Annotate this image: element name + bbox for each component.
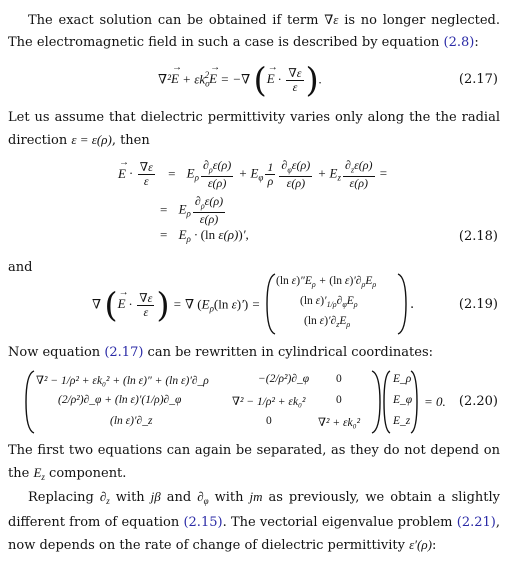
right-bracket-2-20-matrix [370,370,382,434]
paragraph-permittivity: Let us assume that dielectric permittivity varies only along the the radial direction ε = ε(ρ), then [8,110,500,148]
vector-cell-1: E_ρ [393,373,412,385]
equation-2-19-row-3: (ln $\varepsilon)'\partial_zE_\rho$ [304,315,351,329]
paragraph-separation: The first two equations can again be separated, as they do not depend on the $E_z$ component. [8,443,500,482]
equation-2-20 [0,370,508,434]
vector-cell-3: E_z [393,415,411,427]
matrix-cell-3-1: (ln ε)′∂_z [110,415,153,427]
equation-2-19-period: . [410,297,415,312]
right-bracket-2-19 [396,273,408,335]
paragraph-intro: The exact solution can be obtained if term ∇ε is no longer neglected. The electromagnetic field in such a case is described by equation (2.8): [8,12,500,50]
equation-2-18 [0,153,508,248]
equation-2-19-row-1: (ln $\varepsilon)''E_\rho + (\ln$ $\varepsilon)'\partial_\rho E_\rho$ [276,275,377,289]
equation-2-19 [0,273,508,335]
equation-2-17-body: ∇²E → + $\varepsilon k_o^2E$ → = −∇ (E → · $\frac{\nabla\varepsilon}{\varepsilon}$ ). [158,60,323,101]
paragraph-cylindrical: Now equation (2.17) can be rewritten in cylindrical coordinates: [8,345,434,360]
equation-2-19-lhs: ∇ (E → · $\frac{\nabla\varepsilon}{\varepsilon}$ ) = ∇ ($E_\rho(\ln$ ε)′) = [92,285,261,326]
left-bracket-2-20-matrix [24,370,36,434]
matrix-cell-1-3: 0 [336,373,342,385]
vector-cell-2: E_φ [393,394,413,406]
equation-2-18-line-1: E → · $\frac{\nabla\varepsilon}{\varepsilon}$ = $E_\rho$ $\frac{\partial_\rho\varepsilon(\rho)}{\varepsilon(\rho)}$ + $E_\varphi$ $\frac{1}{\rho}$ $\frac{\partial_\varphi\varepsilon(\rho)}{\varepsilon(\rho)}$ + $E_z$ $\frac{\partial_z\varepsilon(\rho)}{\varepsilon(\rho)}$ = [118,156,388,191]
matrix-cell-2-1: (2/ρ²)∂_φ + (ln ε)′(1/ρ)∂_φ [58,394,182,406]
matrix-cell-2-3: 0 [336,394,342,406]
matrix-cell-3-3: ∇² + εk₀² [318,417,361,429]
equation-2-20-rhs: = 0. [424,394,446,409]
right-bracket-2-20-vector [409,370,419,434]
matrix-cell-3-2: 0 [266,415,272,427]
equation-2-18-line-2: = $E_\rho$ $\frac{\partial_\rho\varepsilon(\rho)}{\varepsilon(\rho)}$ [160,194,224,227]
equation-2-18-line-3: = $E_\rho \cdot (\ln$ ε(ρ))′, [160,227,249,244]
paragraph-and: and [8,260,33,275]
equation-number-2-19: (2.19) [458,297,498,312]
paragraph-replacing: Replacing $\partial_z$ with jβ and $\partial_\varphi$ with jm as previously, we obtain a slightly different from of equation (2.15). The vectorial eigenvalue problem (2.21), now depends on the rate of change of dielectric permittivity ε′(ρ): [8,489,501,553]
left-bracket-2-20-vector [382,370,392,434]
equation-2-17 [0,60,508,101]
matrix-cell-1-2: −(2/ρ²)∂_φ [258,373,310,385]
matrix-cell-1-1: ∇² − 1/ρ² + εk₀² + (ln ε)″ + (ln ε)′∂_ρ [36,375,209,387]
equation-2-19-row-2: (ln $\varepsilon)'_{1/\rho}\partial_\varphi E_\rho$ [300,295,358,309]
equation-number-2-20: (2.20) [458,394,498,409]
equation-number-2-18: (2.18) [458,229,498,244]
matrix-cell-2-2: ∇² − 1/ρ² + εk₀² [232,396,306,408]
equation-number-2-17: (2.17) [458,72,498,87]
